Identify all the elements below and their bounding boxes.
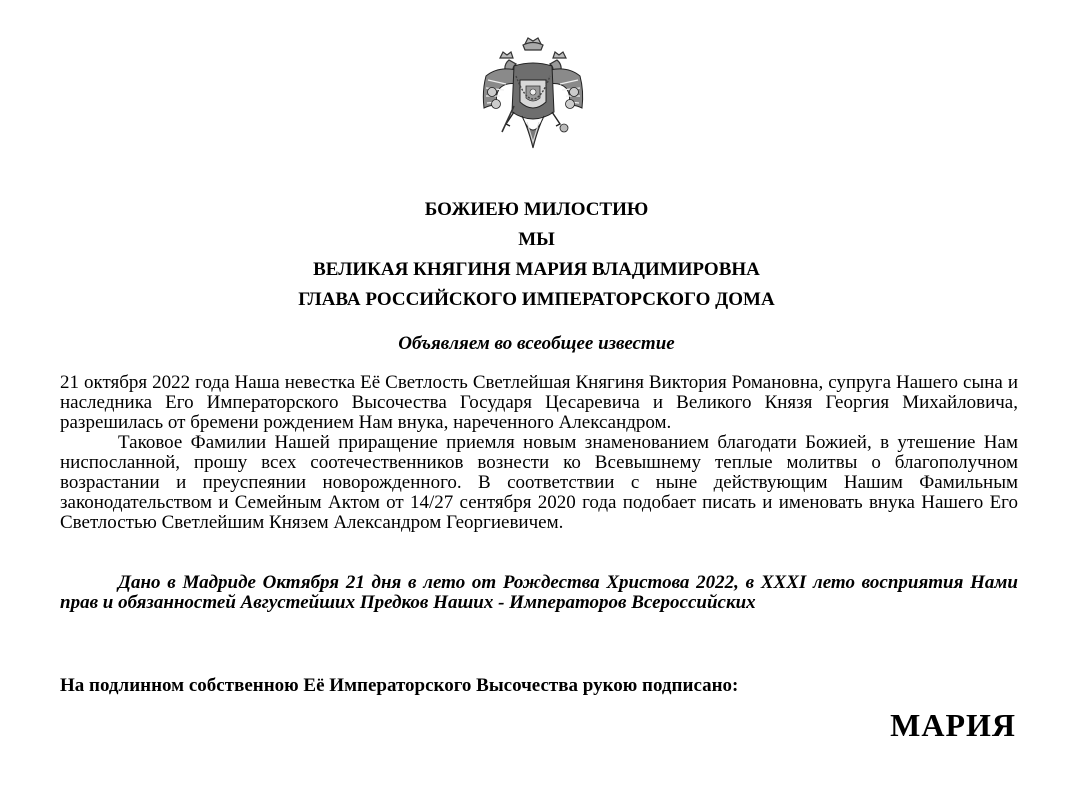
proclamation-heading <box>0 195 1073 315</box>
heading-line-we: МЫ <box>518 229 555 250</box>
imperial-eagle-emblem-icon <box>478 36 588 154</box>
proclamation-body <box>60 373 1018 533</box>
body-paragraph-2: Таковое Фамилии Нашей приращение приемля новым знаменованием благодати Божией, в утешение Нам ниспосланной, прошу всех соотечественников вознести ко Всевышнему теплые молитвы о благополучном возрастании и преуспеянии новорожденного. В соответствии с ныне действующим Нашим Фамильным законодательством и Семейным Актом от 14/27 сентября 2020 года подобает писать и именовать внука Нашего Его Светлостью Светлейшим Князем Александром Георгиевичем. <box>60 432 1018 533</box>
signed-note: На подлинном собственною Её Императорского Высочества рукою подписано: <box>60 675 739 696</box>
heading-line-grand-duchess: ВЕЛИКАЯ КНЯГИНЯ МАРИЯ ВЛАДИМИРОВНА <box>313 259 760 280</box>
signature-name: МАРИЯ <box>890 707 1016 743</box>
heading-line-head-of-house: ГЛАВА РОССИЙСКОГО ИМПЕРАТОРСКОГО ДОМА <box>298 289 775 310</box>
given-at-madrid-paragraph: Дано в Мадриде Октября 21 дня в лето от Рождества Христова 2022, в XXXI лето восприятия Нами прав и обязанностей Августейших Предков Наших - Императоров Всероссийских <box>60 572 1018 613</box>
heading-line-by-gods-grace: БОЖИЕЮ МИЛОСТИЮ <box>424 199 649 220</box>
body-paragraph-1: 21 октября 2022 года Наша невестка Её Светлость Светлейшая Княгиня Виктория Романовна, супруга Нашего сына и наследника Его Императорского Высочества Государя Цесаревича и Великого Князя Георгия Михайловича, разрешилась от бремени рождением Нам внука, нареченного Александром. <box>60 372 1018 433</box>
announcement-line: Объявляем во всеобщее известие <box>398 333 675 354</box>
